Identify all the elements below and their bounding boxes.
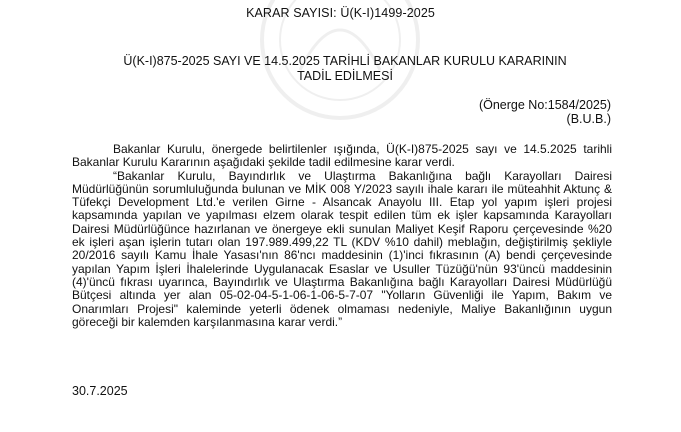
decision-subject: [75, 54, 615, 84]
office-code: (B.U.B.): [566, 112, 611, 126]
reference-block: [479, 98, 611, 126]
decision-body: [72, 143, 612, 329]
subject-line-2: TADİL EDİLMESİ: [297, 69, 393, 83]
intro-paragraph: Bakanlar Kurulu, önergede belirtilenler ışığında, Ü(K-I)875-2025 sayı ve 14.5.2025 tarihli Bakanlar Kurulu Kararının aşağıdaki şekilde tadil edilmesine karar verdi.: [72, 142, 612, 170]
quoted-paragraph: “Bakanlar Kurulu, Bayındırlık ve Ulaştırma Bakanlığına bağlı Karayolları Dairesi Müdürlüğünün sorumluluğunda bulunan ve MİK 008 Y/2023 sayılı ihale kararı ile müteahhit Aktunç & Tüfekçi Development Ltd.'e verilen Girne - Alsancak Anayolu III. Etap yol yapım işleri projesi kapsamında yapılan ve yapılması elzem olarak tespit edilen tüm ek işler kapsamında Karayolları Dairesi Müdürlüğünce hazırlanan ve önergeye ekli sunulan Maliyet Keşif Raporu çerçevesinde %20 ek işleri aşan işlerin tutarı olan 197.989.499,22 TL (KDV %10 dahil) meblağın, değiştirilmiş şekliyle 20/2016 sayılı Kamu İhale Yasası'nın 86'ncı maddesinin (1)'inci fıkrasının (A) bendi çerçevesinde yapılan Yapım İşleri İhalelerinde Uygulanacak Esaslar ve Usuller Tüzüğü'nün 93'üncü maddesinin (4)'üncü fıkrası uyarınca, Bayındırlık ve Ulaştırma Bakanlığına bağlı Karayolları Dairesi Müdürlüğü Bütçesi altında yer alan 05-02-04-5-1-06-1-06-5-7-07 "Yolların Güvenliği ile Yapım, Bakım ve Onarımları Projesi" kaleminde yeterli ödenek olmaması nedeniyle, Maliye Bakanlığının uygun göreceği bir kalemden karşılanmasına karar verdi.”: [72, 168, 612, 329]
proposal-number: (Önerge No:1584/2025): [478, 98, 611, 112]
decision-date: 30.7.2025: [72, 384, 128, 398]
subject-line-1: Ü(K-I)875-2025 SAYI VE 14.5.2025 TARİHLİ BAKANLAR KURULU KARARININ: [123, 54, 567, 68]
decision-number: KARAR SAYISI: Ü(K-I)1499-2025: [246, 6, 435, 20]
